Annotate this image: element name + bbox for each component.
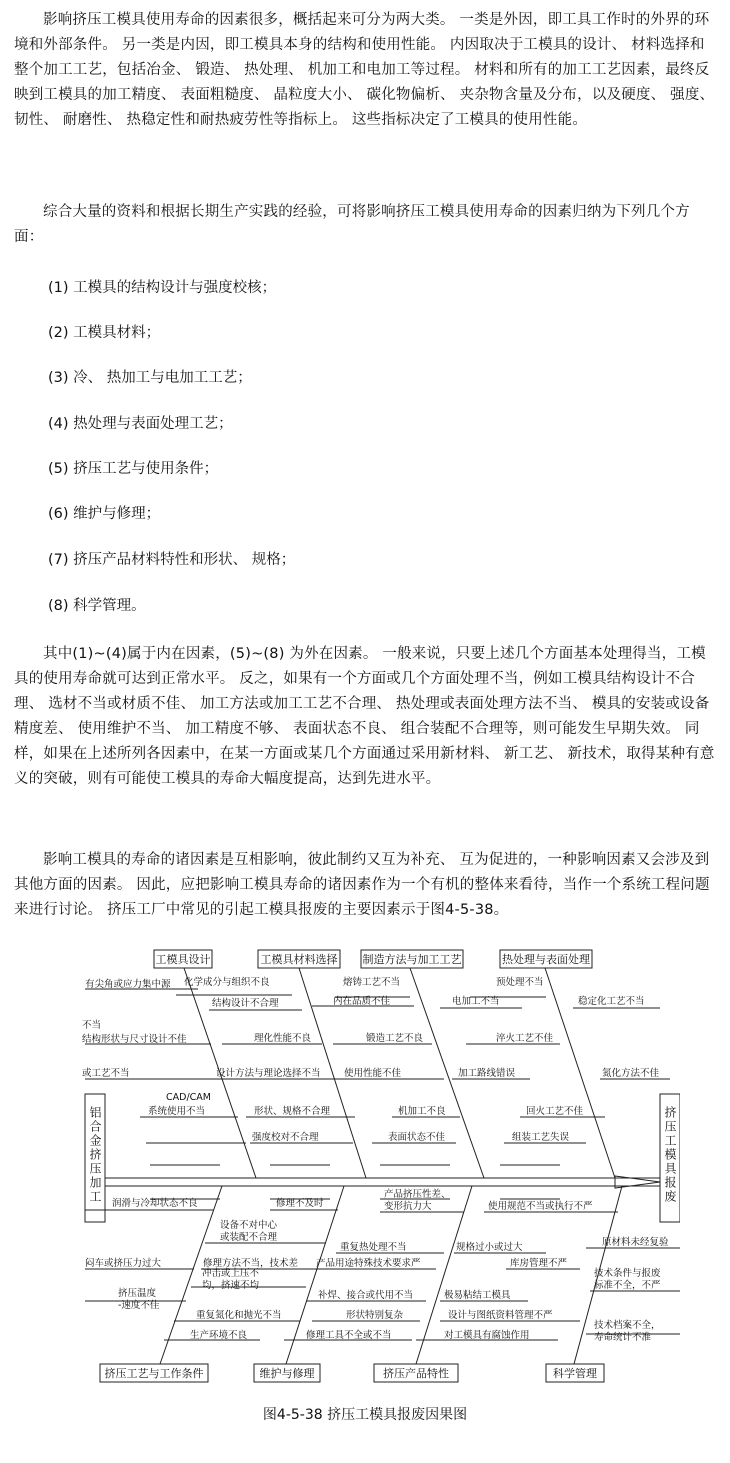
cause-label: 熔铸工艺不当	[343, 977, 401, 988]
cause-label: 标准不全，不严	[594, 1280, 661, 1291]
list-item: (7) 挤压产品材料特性和形状、 规格；	[48, 552, 296, 568]
cause-label: 规格过小或过大	[456, 1242, 523, 1253]
paragraph-analysis: 其中(1)~(4)属于内在因素，(5)~(8) 为外在因素。 一般来说，只要上述几个方面基本处理得当，工模具的使用寿命就可达到正常水平。 反之，如果有一个方面或几个方面处理不当，例如工模具结构设计不合理、 选材不当或材质不佳、 加工方法或加工工艺不合理、 热处理或表面处理方法不当、 模具的安装或设备精度差、 使用维护不当、 加工精度不够、 表面状态不良、 组合装配不合理等，则可能发生早期失效。 同样，如果在上述所列各因素中，在某一方面或某几个方面通过采用新材料、 新工艺、 新技术，取得某种有意义的突破，则有可能使工模具的寿命大幅度提高，达到先进水平。	[14, 646, 715, 787]
cause-label: 预处理不当	[496, 977, 544, 988]
cause-label: 修理方法不当，技术差	[203, 1258, 299, 1269]
list-item: (5) 挤压工艺与使用条件；	[48, 461, 219, 477]
cause-label: 稳定化工艺不当	[578, 996, 645, 1007]
cause-label: 设备不对中心	[220, 1220, 278, 1231]
cause-label: 重复热处理不当	[340, 1242, 407, 1253]
cause-label: 回火工艺不佳	[526, 1106, 584, 1117]
cause-label: 均，挤速不均	[202, 1280, 260, 1291]
cause-label: 锻造工艺不良	[366, 1033, 424, 1044]
cause-label: 原材料未经复验	[602, 1237, 669, 1248]
cause-label: 内在品质不佳	[333, 996, 391, 1007]
cause-label: 润滑与冷却状态不良	[112, 1198, 198, 1209]
cause-label: 技术档案不全，	[594, 1320, 661, 1331]
fishbone-svg	[80, 942, 680, 1388]
category-label: 挤压工艺与工作条件	[104, 1367, 204, 1380]
left-box-label: 铝合金挤压加工	[88, 1106, 102, 1204]
cause-label: 冲击或上压不	[202, 1268, 260, 1279]
cause-label: 对工模具有腐蚀作用	[444, 1330, 530, 1341]
cause-label: 闷车或挤压力过大	[85, 1258, 162, 1269]
cause-label: 结构设计不合理	[212, 998, 279, 1009]
category-label: 工模具设计	[155, 953, 211, 966]
fishbone-diagram	[80, 942, 680, 1388]
figure-caption: 图4-5-38 挤压工模具报废因果图	[262, 1407, 468, 1423]
cause-label: 产品用途特殊技术要求严	[316, 1258, 421, 1269]
cause-label: 理化性能不良	[254, 1033, 312, 1044]
cause-label: 化学成分与组织不良	[184, 977, 270, 988]
cause-label: 系统使用不当	[148, 1106, 206, 1117]
cause-label: 结构形状与尺寸设计不佳	[82, 1034, 187, 1045]
list-item: (3) 冷、 热加工与电加工工艺；	[48, 370, 252, 386]
cause-label: 有尖角或应力集中源	[85, 979, 171, 990]
cause-label: 变形抗力大	[384, 1201, 432, 1212]
cause-label: 极易粘结工模具	[444, 1290, 511, 1301]
right-box-label: 挤压工模具报废	[663, 1106, 677, 1204]
cause-label: 生产环境不良	[190, 1330, 248, 1341]
cause-label: 淬火工艺不佳	[496, 1033, 554, 1044]
cause-label: 设计方法与理论选择不当	[216, 1068, 321, 1079]
list-item: (4) 热处理与表面处理工艺；	[48, 416, 233, 432]
cause-label: 不当	[82, 1020, 102, 1031]
cause-label: 表面状态不佳	[388, 1132, 446, 1143]
list-item: (6) 维护与修理；	[48, 506, 161, 522]
cause-label: 使用性能不佳	[344, 1068, 402, 1079]
cause-label: 形状特别复杂	[346, 1310, 404, 1321]
cause-label: 寿命统计不准	[594, 1332, 652, 1343]
cause-label: 形状、规格不合理	[254, 1106, 331, 1117]
category-label: 制造方法与加工工艺	[362, 953, 462, 966]
list-item: (1) 工模具的结构设计与强度校核；	[48, 280, 277, 296]
cause-label: 设计与图纸资料管理不严	[448, 1310, 553, 1321]
category-label: 热处理与表面处理	[502, 953, 590, 966]
cause-label: 组装工艺失误	[512, 1132, 570, 1143]
cause-label: 技术条件与报废	[594, 1268, 661, 1279]
paragraph-intro: 影响挤压工模具使用寿命的因素很多，概括起来可分为两大类。 一类是外因，即工具工作时的外界的环境和外部条件。 另一类是内因，即工模具本身的结构和使用性能。 内因取决于工模具的设计、 材料选择和整个加工工艺，包括冶金、 锻造、 热处理、 机加工和电加工等过程。 材料和所有的加工工艺因素，最终反映到工模具的加工精度、 表面粗糙度、 晶粒度大小、 碳化物偏析、 夹杂物含量及分布，以及硬度、 强度、 韧性、 耐磨性、 热稳定性和耐热疲劳性等指标上。 这些指标决定了工模具的使用性能。	[14, 12, 715, 128]
category-label: 工模具材料选择	[260, 953, 338, 966]
cause-label: 强度校对不合理	[252, 1132, 319, 1143]
cause-label: -速度不佳	[118, 1300, 160, 1311]
cause-label: 使用规范不当或执行不严	[488, 1201, 593, 1212]
category-label: 科学管理	[553, 1367, 597, 1380]
cause-label: 或工艺不当	[82, 1068, 130, 1079]
cause-label: 补焊、接合或代用不当	[318, 1290, 414, 1301]
cause-label: 产品挤压性差、	[384, 1189, 451, 1200]
cause-label: 机加工不良	[398, 1106, 446, 1117]
cause-label: 修理工具不全或不当	[306, 1330, 392, 1341]
paragraph-system: 影响工模具的寿命的诸因素是互相影响，彼此制约又互为补充、 互为促进的，一种影响因素又会涉及到其他方面的因素。 因此，应把影响工模具寿命的诸因素作为一个有机的整体来看待，当作一个系统工程问题来进行讨论。 挤压工厂中常见的引起工模具报废的主要因素示于图4-5-38。	[14, 852, 710, 918]
cause-label: 加工路线错误	[458, 1068, 516, 1079]
cause-label: 挤压温度	[118, 1288, 157, 1299]
cause-label: CAD/CAM	[166, 1092, 211, 1103]
cause-label: 电加工不当	[452, 996, 500, 1007]
cause-label: 或装配不合理	[220, 1232, 278, 1243]
category-label: 维护与修理	[259, 1367, 315, 1380]
cause-label: 氮化方法不佳	[602, 1068, 660, 1079]
cause-label: 修理不及时	[276, 1198, 324, 1209]
list-item: (8) 科学管理。	[48, 598, 146, 614]
cause-label: 重复氮化和抛光不当	[196, 1310, 282, 1321]
cause-label: 库房管理不严	[510, 1258, 568, 1269]
category-label: 挤压产品特性	[383, 1367, 449, 1380]
paragraph-summary: 综合大量的资料和根据长期生产实践的经验，可将影响挤压工模具使用寿命的因素归纳为下列几个方面：	[14, 204, 690, 245]
list-item: (2) 工模具材料；	[48, 325, 161, 341]
